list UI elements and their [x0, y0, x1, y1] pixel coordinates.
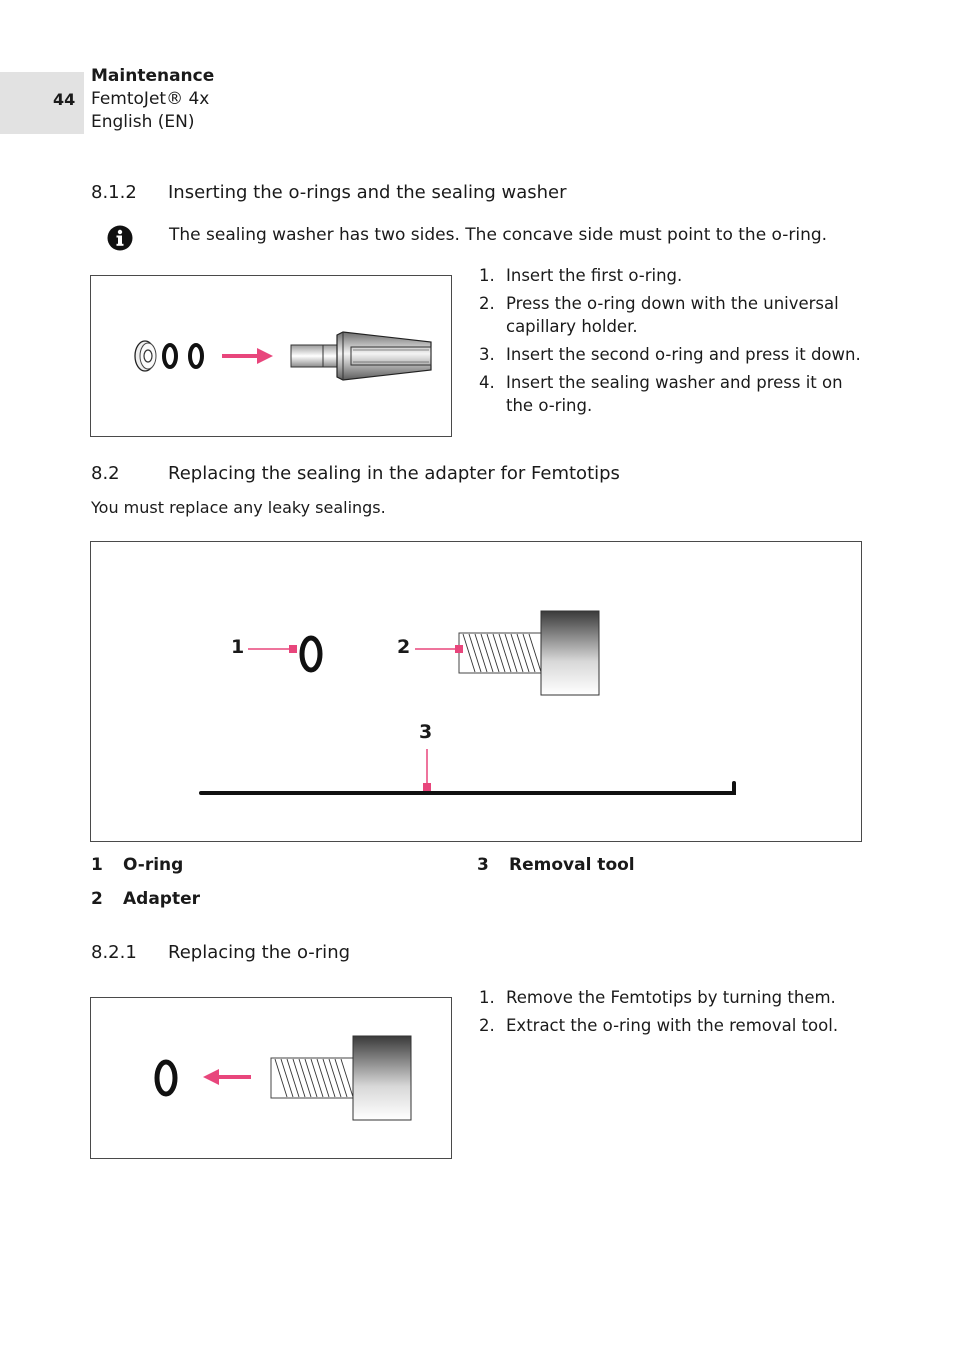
o-ring-2	[190, 345, 202, 367]
list-item: 1. Insert the first o-ring.	[479, 266, 683, 285]
section-title-812: Inserting the o-rings and the sealing washer	[168, 182, 567, 203]
o-ring	[157, 1062, 175, 1094]
product-name: FemtoJet® 4x	[91, 89, 210, 109]
o-ring-1	[164, 345, 176, 367]
legend-item: 3 Removal tool	[477, 855, 635, 875]
section-intro: You must replace any leaky sealings.	[91, 498, 386, 517]
figure-oring-removal	[90, 997, 452, 1159]
o-ring	[302, 638, 320, 670]
section-number-812: 8.1.2	[91, 182, 137, 203]
steps-821	[479, 986, 879, 1037]
page-number: 44	[53, 90, 76, 109]
legend-item: 2 Adapter	[91, 889, 201, 909]
info-icon	[107, 225, 133, 251]
language-label: English (EN)	[91, 112, 195, 132]
insert-arrow	[222, 348, 273, 364]
section-number-821: 8.2.1	[91, 942, 137, 963]
figure-adapter-parts	[90, 541, 862, 842]
chapter-title: Maintenance	[91, 66, 215, 86]
remove-arrow	[203, 1069, 251, 1085]
list-item: 3. Insert the second o-ring and press it down.	[479, 345, 861, 364]
capillary-holder	[291, 332, 431, 380]
callout-2: 2	[397, 636, 411, 658]
list-item: 4. Insert the sealing washer and press it on the o-ring.	[479, 373, 843, 415]
sealing-washer	[135, 341, 156, 371]
section-number-82: 8.2	[91, 463, 120, 484]
legend-item: 1 O-ring	[91, 855, 184, 875]
figure-orings-insertion	[90, 275, 452, 437]
steps-812	[479, 264, 874, 417]
info-note: The sealing washer has two sides. The concave side must point to the o-ring.	[169, 225, 828, 245]
callout-1: 1	[231, 636, 245, 658]
section-title-821: Replacing the o-ring	[168, 942, 351, 963]
adapter	[271, 1036, 411, 1120]
removal-tool	[201, 783, 734, 793]
section-title-82: Replacing the sealing in the adapter for Femtotips	[168, 463, 620, 484]
list-item: 1. Remove the Femtotips by turning them.	[479, 988, 836, 1007]
adapter	[459, 611, 599, 695]
list-item: 2. Extract the o-ring with the removal tool.	[479, 1016, 839, 1035]
list-item: 2. Press the o-ring down with the universal capillary holder.	[479, 294, 839, 336]
callout-3: 3	[419, 721, 433, 743]
